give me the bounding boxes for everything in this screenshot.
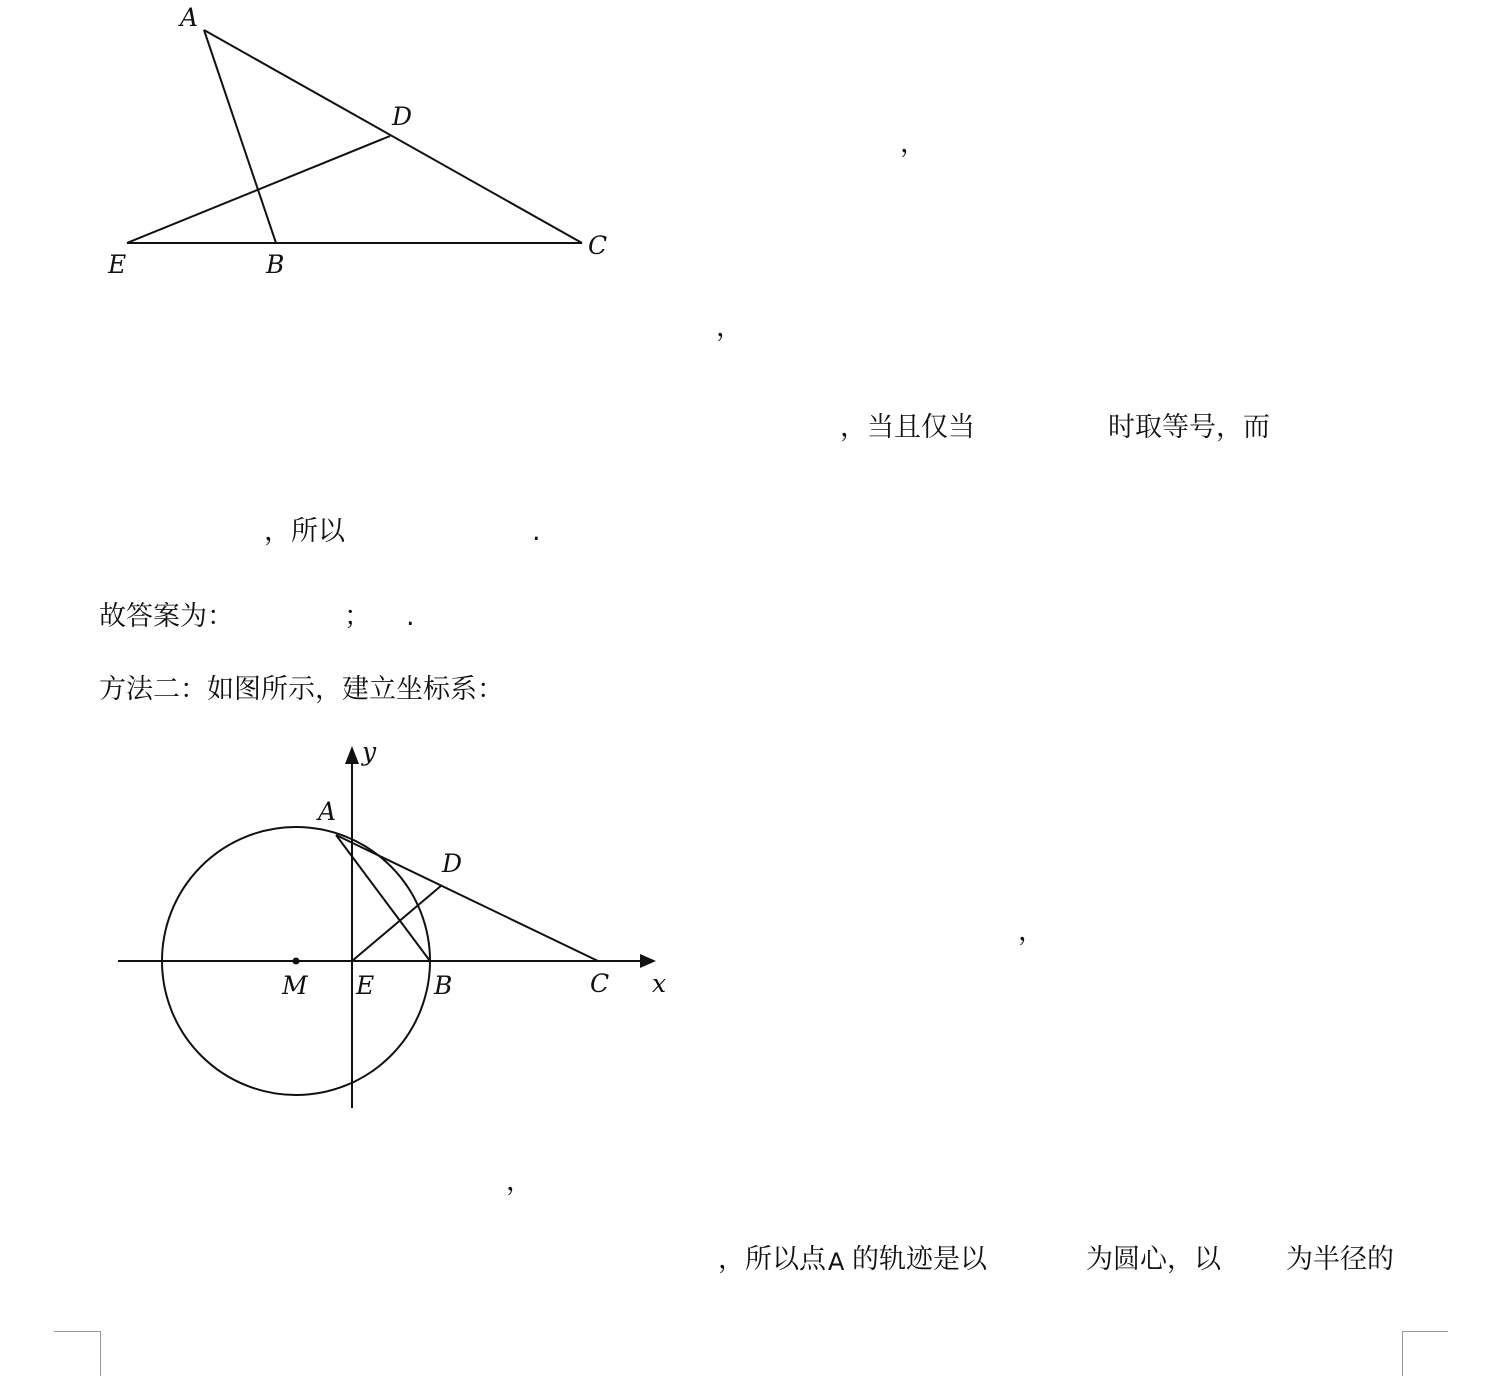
label-x: x bbox=[652, 969, 667, 998]
locus-text-1: ，所以点 bbox=[718, 1244, 826, 1275]
answer-label: 故答案为： bbox=[99, 601, 234, 632]
period-1: . bbox=[532, 516, 541, 547]
answer-separator: ； bbox=[344, 601, 371, 632]
segment-ab bbox=[336, 835, 430, 961]
label-c: C bbox=[590, 969, 610, 998]
segment-ab bbox=[204, 30, 276, 243]
label-e: E bbox=[356, 971, 375, 1000]
coordinate-figure bbox=[0, 730, 700, 1130]
segment-ac bbox=[204, 30, 582, 243]
comma-4: ， bbox=[506, 1166, 533, 1197]
crop-mark-right-h bbox=[1402, 1331, 1448, 1332]
locus-point-a: A bbox=[828, 1248, 845, 1276]
x-axis-arrow bbox=[640, 954, 656, 968]
segment-ed bbox=[127, 136, 390, 243]
equality-condition-suffix: 时取等号，而 bbox=[1108, 412, 1270, 443]
locus-text-3: 为圆心，以 bbox=[1086, 1244, 1221, 1275]
crop-mark-left-v bbox=[100, 1331, 101, 1376]
label-a: A bbox=[318, 797, 337, 826]
therefore-text: ，所以 bbox=[264, 516, 345, 547]
answer-end: . bbox=[406, 601, 415, 632]
label-b: B bbox=[266, 250, 285, 279]
triangle-figure bbox=[0, 0, 640, 290]
segment-ed bbox=[352, 885, 442, 961]
comma-1: ， bbox=[900, 128, 927, 159]
comma-2: ， bbox=[716, 312, 743, 343]
locus-text-2: 的轨迹是以 bbox=[852, 1244, 987, 1275]
comma-3: ， bbox=[1018, 916, 1045, 947]
label-d: D bbox=[392, 102, 413, 131]
crop-mark-right-v bbox=[1402, 1331, 1403, 1376]
label-d: D bbox=[442, 849, 463, 878]
method-two-heading: 方法二：如图所示，建立坐标系： bbox=[99, 674, 504, 705]
center-point-m bbox=[293, 958, 300, 965]
label-e: E bbox=[108, 250, 127, 279]
label-c: C bbox=[588, 231, 608, 260]
locus-text-4: 为半径的 bbox=[1286, 1244, 1394, 1275]
label-a: A bbox=[180, 3, 199, 32]
label-b: B bbox=[434, 971, 453, 1000]
label-m: M bbox=[282, 971, 308, 1000]
equality-condition-prefix: ，当且仅当 bbox=[840, 412, 975, 443]
crop-mark-left-h bbox=[54, 1331, 101, 1332]
label-y: y bbox=[362, 737, 377, 766]
y-axis-arrow bbox=[345, 746, 359, 764]
